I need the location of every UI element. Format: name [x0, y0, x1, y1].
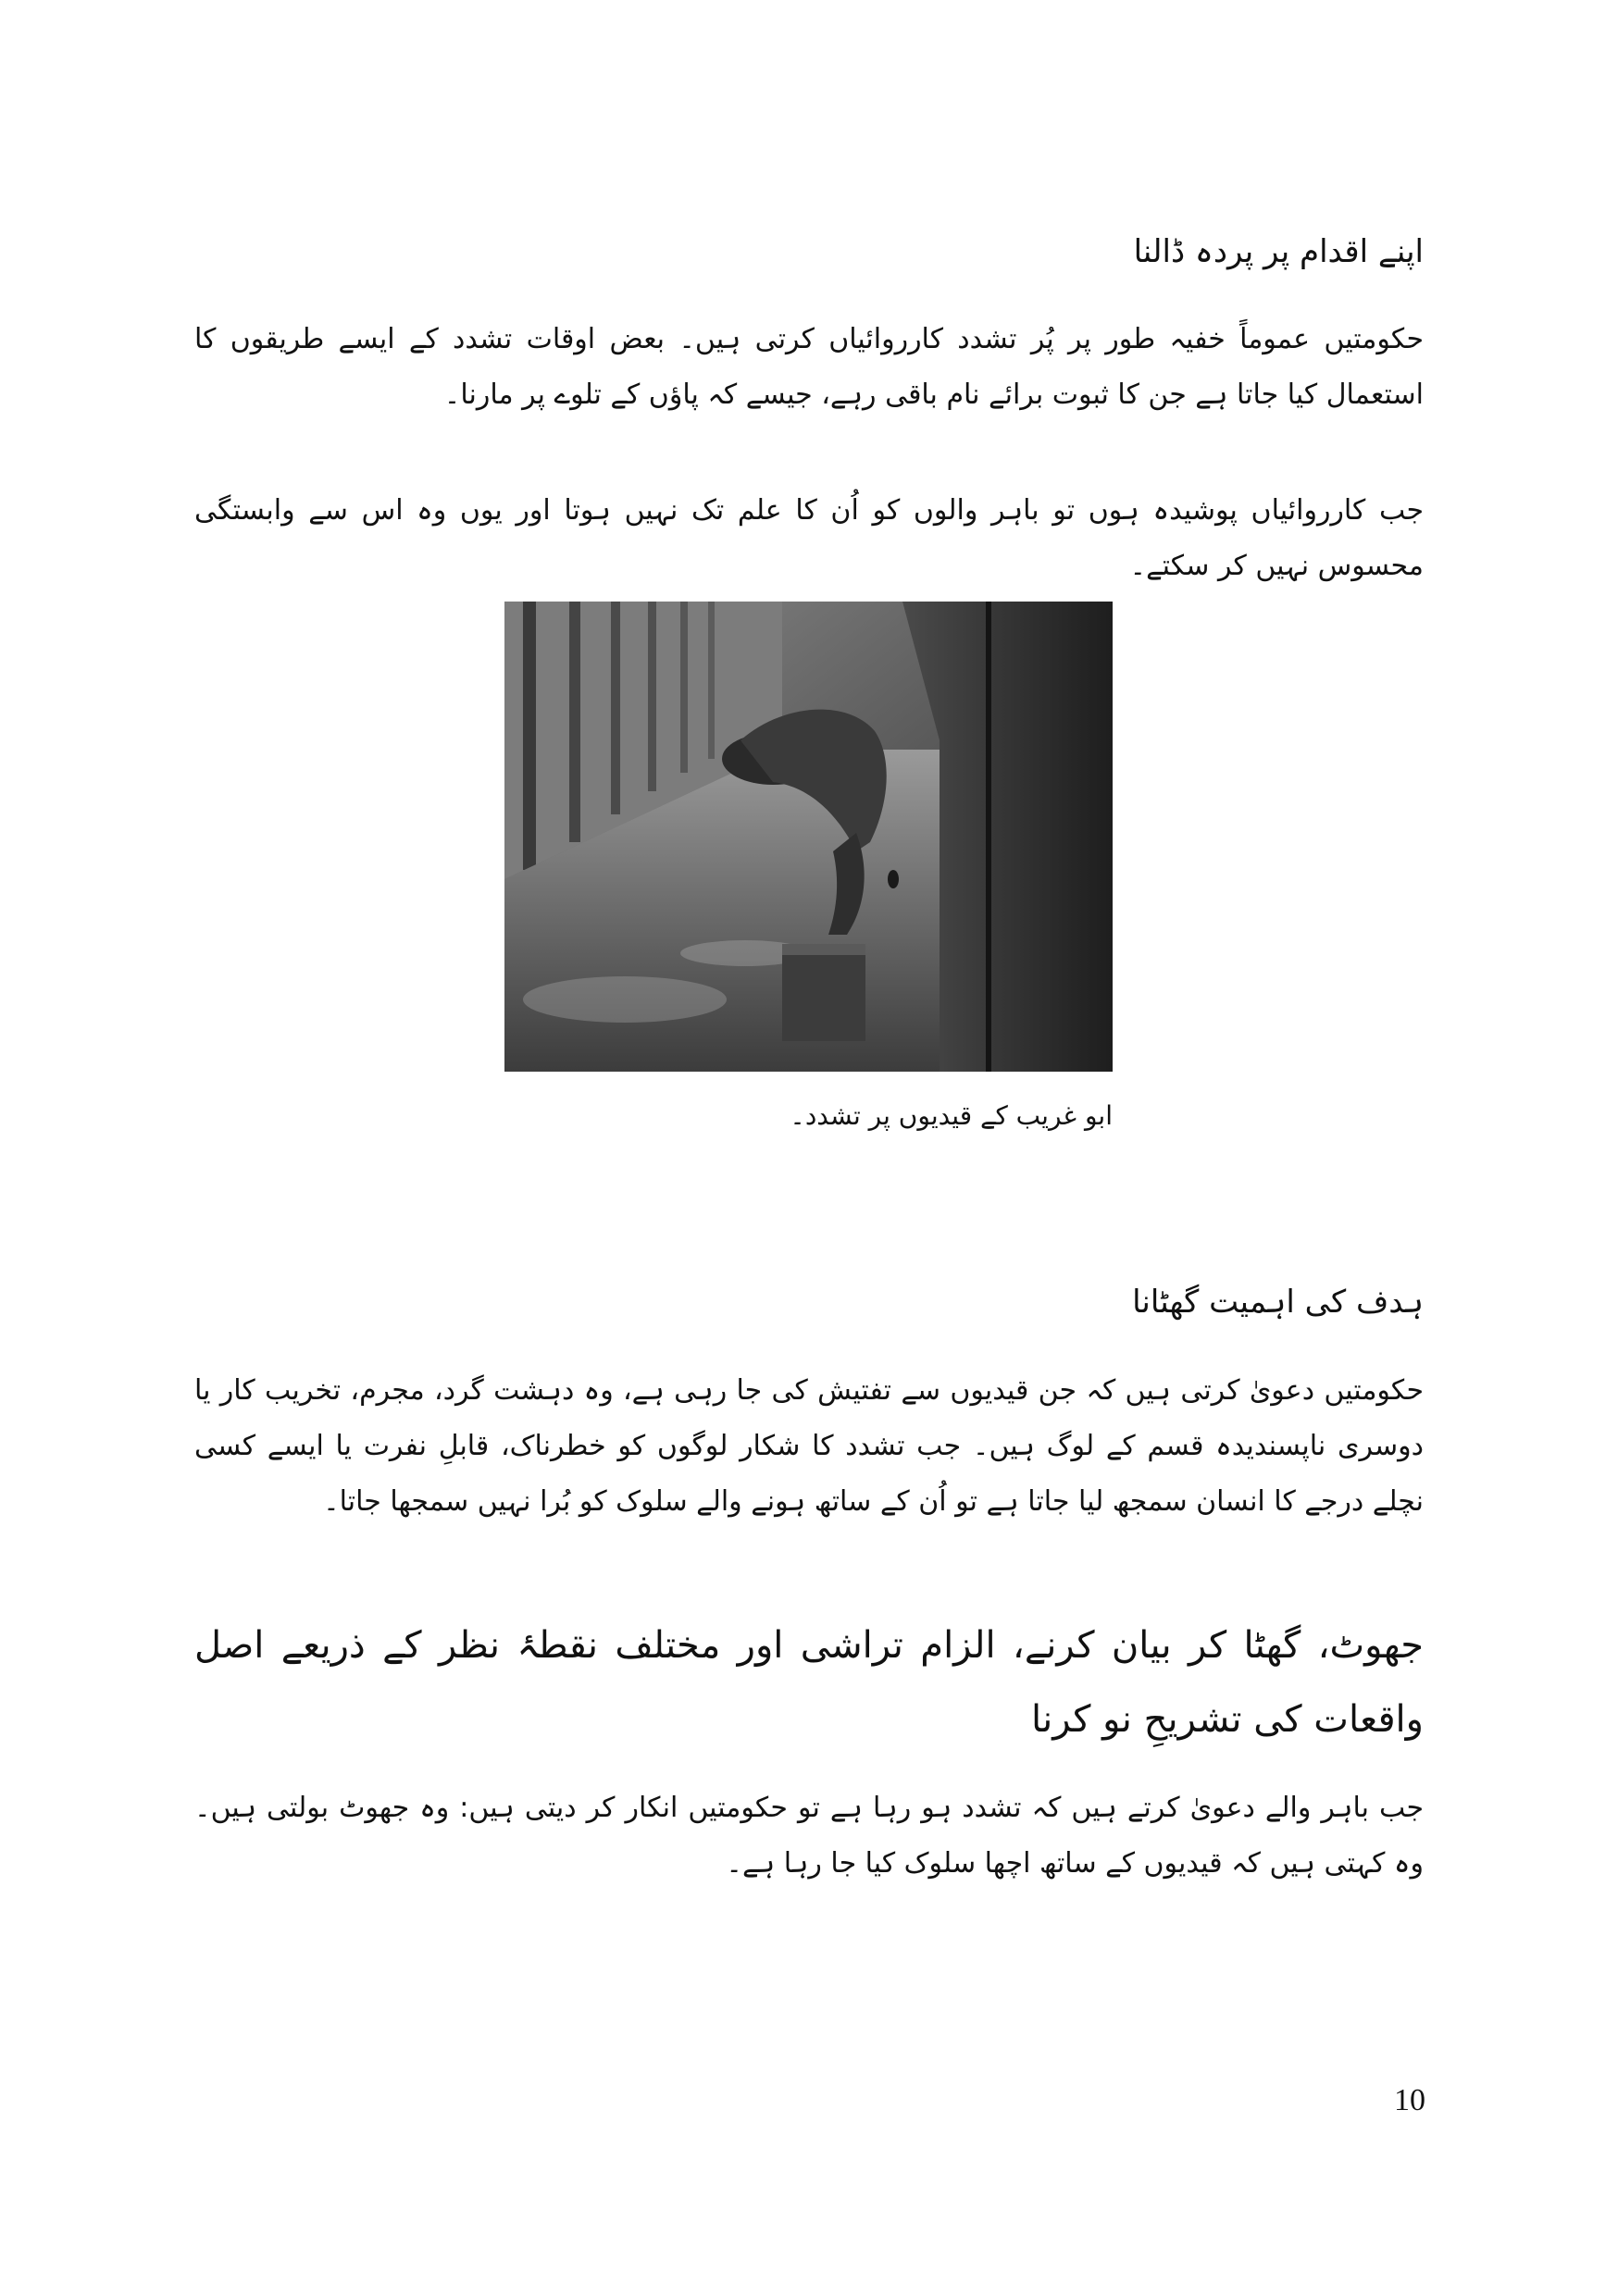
prison-photo: [504, 602, 1113, 1072]
section-heading-diminish-target: ہدف کی اہمیت گھٹانا: [1132, 1284, 1424, 1321]
photo-caption: ابو غریب کے قیدیوں پر تشدد۔: [790, 1100, 1113, 1131]
page-number: 10: [1394, 2083, 1425, 2117]
paragraph-government-denial: جب باہر والے دعویٰ کرتے ہیں کہ تشدد ہو رہا ہے تو حکومتیں انکار کر دیتی ہیں: وہ جھوٹ بولتی ہیں۔ وہ کہتی ہیں کہ قیدیوں کے ساتھ اچھا سلوک کیا جا رہا ہے۔: [194, 1792, 1425, 1880]
section-heading-cover-up: اپنے اقدام پر پردہ ڈالنا: [1133, 233, 1424, 270]
paragraph-secret-methods: حکومتیں عموماً خفیہ طور پر پُر تشدد کارروائیاں کرتی ہیں۔ بعض اوقات تشدد کے ایسے طریقوں کا استعمال کیا جاتا ہے جن کا ثبوت برائے نام باقی رہے، جیسے کہ پاؤں کے تلوے پر مارنا۔: [194, 323, 1424, 411]
paragraph-hidden-actions: جب کارروائیاں پوشیدہ ہوں تو باہر والوں کو اُن کا علم تک نہیں ہوتا اور یوں وہ اس سے وابستگی محسوس نہیں کر سکتے۔: [194, 494, 1424, 582]
section-heading-lies-reframing: جھوٹ، گھٹا کر بیان کرنے، الزام تراشی اور مختلف نقطۂ نظر کے ذریعے اصل واقعات کی تشریحِ نو کرنا: [194, 1624, 1424, 1741]
paragraph-undesirable-people: حکومتیں دعویٰ کرتی ہیں کہ جن قیدیوں سے تفتیش کی جا رہی ہے، وہ دہشت گرد، مجرم، تخریب کار یا دوسری ناپسندیدہ قسم کے لوگ ہیں۔ جب تشدد کا شکار لوگوں کو خطرناک، قابلِ نفرت یا ایسے کسی نچلے درجے کا انسان سمجھ لیا جاتا ہے تو اُن کے ساتھ ہونے والے سلوک کو بُرا نہیں سمجھا جاتا۔: [194, 1374, 1424, 1518]
